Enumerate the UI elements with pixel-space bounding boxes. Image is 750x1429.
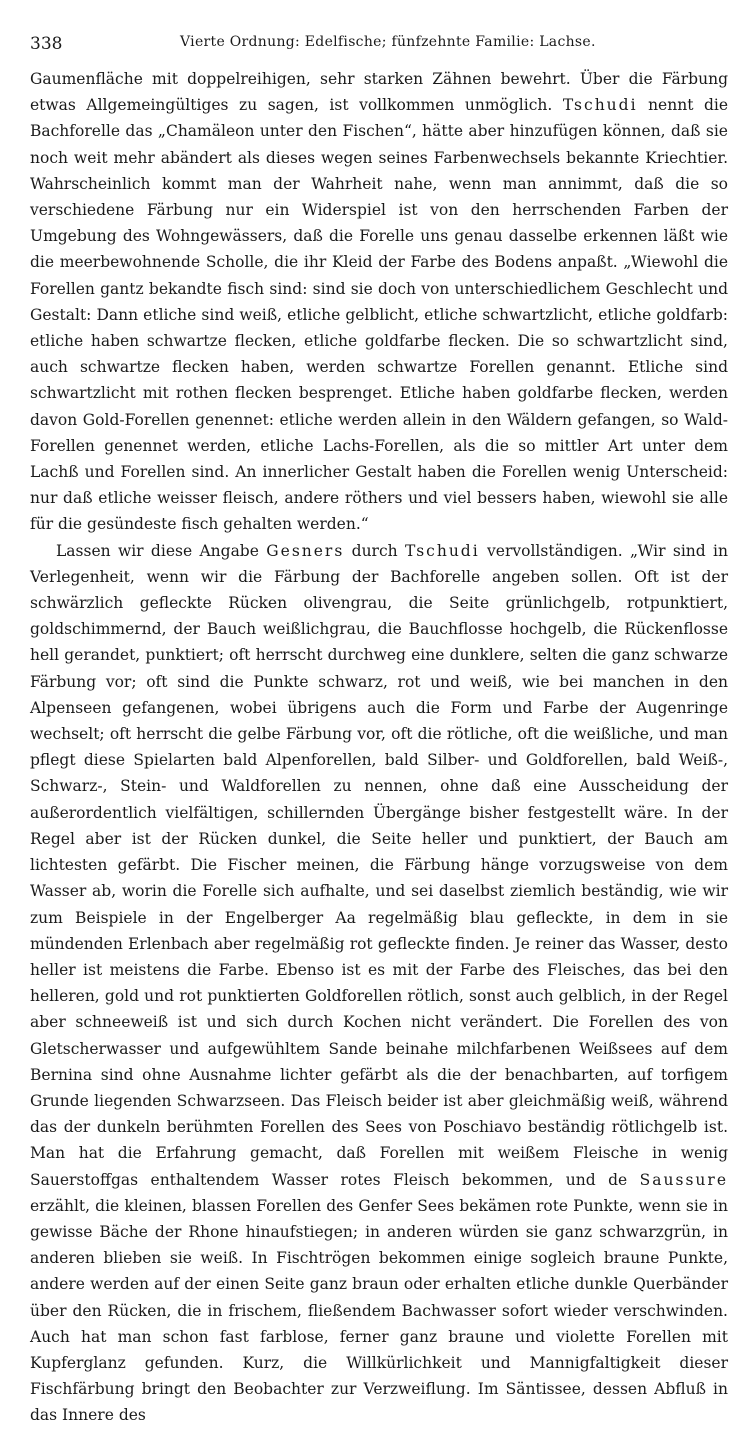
author-name-spaced: Gesners — [266, 541, 345, 560]
paragraph — [30, 66, 728, 538]
text-run: Gaumenfläche mit doppelreihigen, sehr starken Zähnen bewehrt. Über die Färbung etwas Allgemeingültiges zu sagen, ist vollkommen unmöglich. — [30, 70, 728, 115]
text-run: vervollständigen. „Wir sind in Verlegenheit, wenn wir die Färbung der Bachforelle angeben sollen. Oft ist der schwärzlich gefleckte Rücken olivengrau, die Seite grünlichgelb, rotpunktiert, goldschimmernd, der Bauch weißlichgrau, die Bauchflosse hochgelb, die Rückenflosse hell gerandet, punktiert; oft herrscht durchweg eine dunklere, selten die ganz schwarze Färbung vor; oft sind die Punkte schwarz, rot und weiß, wie bei manchen in den Alpenseen gefangenen, wobei übrigens auch die Form und Farbe der Augenringe wechselt; oft herrscht die gelbe Färbung vor, oft die rötliche, oft die weißliche, und man pflegt diese Spielarten bald Alpenforellen, bald Silber- und Goldforellen, bald Weiß-, Schwarz-, Stein- und Waldforellen zu nennen, ohne daß eine Ausscheidung der außerordentlich vielfältigen, schillernden Übergänge bisher festgestellt wäre. In der Regel aber ist der Rücken dunkel, die Seite heller und punktiert, der Bauch am lichtesten gefärbt. Die Fischer meinen, die Färbung hänge vorzugsweise von dem Wasser ab, worin die Forelle sich aufhalte, und sei daselbst ziemlich beständig, wie wir zum Beispiele in der Engelberger Aa regelmäßig blau gefleckte, in dem in sie mündenden Erlenbach aber regelmäßig rot gefleckte finden. Je reiner das Wasser, desto heller ist meistens die Farbe. Ebenso ist es mit der Farbe des Fleisches, das bei den helleren, gold und rot punktierten Goldforellen rötlich, sonst auch gelblich, in der Regel aber schneeweiß ist und sich durch Kochen nicht verändert. Die Forellen des von Gletscherwasser und aufgewühltem Sande beinahe milchfarbenen Weißsees auf dem Bernina sind ohne Ausnahme lichter gefärbt als die der benachbarten, auf torfigem Grunde liegenden Schwarzseen. Das Fleisch beider ist aber gleichmäßig weiß, während das der dunkeln berühmten Forellen des Sees von Poschiavo beständig rötlichgelb ist. Man hat die Erfahrung gemacht, daß Forellen mit weißem Fleische in wenig Sauerstoffgas enthaltendem Wasser rotes Fleisch bekommen, und de — [30, 541, 728, 1189]
author-name-spaced: Saussure — [639, 1170, 728, 1189]
author-name-spaced: Tschudi — [562, 96, 638, 115]
page-header — [30, 26, 728, 66]
paragraph — [30, 538, 728, 1429]
text-run: Lassen wir diese Angabe — [56, 541, 267, 560]
page-number: 338 — [30, 34, 63, 54]
running-head: Vierte Ordnung: Edelfische; fünfzehnte Familie: Lachse. — [180, 34, 596, 50]
text-run: nennt die Bachforelle das „Chamäleon unter den Fischen“, hätte aber hinzufügen können, daß sie noch weit mehr abändert als dieses wegen seines Farbenwechsels bekannte Kriechtier. Wahrscheinlich kommt man der Wahrheit nahe, wenn man annimmt, daß die so verschiedene Färbung nur ein Widerspiel ist von den herrschenden Farben der Umgebung des Wohngewässers, daß die Forelle uns genau dasselbe erkennen läßt wie die meerbewohnende Scholle, die ihr Kleid der Farbe des Bodens anpaßt. „Wiewohl die Forellen gantz bekandte fisch sind: sind sie doch von unterschiedlichem Geschlecht und Gestalt: Dann etliche sind weiß, etliche gelblicht, etliche schwartzlicht, etliche goldfarb: etliche haben schwartze flecken, etliche goldfarbe flecken. Die so schwartzlicht sind, auch schwartze flecken haben, werden schwartze Forellen genannt. Etliche sind schwartzlicht mit rothen flecken besprenget. Etliche haben goldfarbe flecken, werden davon Gold-Forellen genennet: etliche werden allein in den Wäldern gefangen, so Wald-Forellen genennet werden, etliche Lachs-Forellen, als die so mittler Art unter dem Lachß und Forellen sind. An innerlicher Gestalt haben die Forellen wenig Unterscheid: nur daß etliche weisser fleisch, andere röthers und viel bessers haben, wiewohl sie alle für die gesündeste fisch gehalten werden.“ — [30, 96, 728, 534]
text-run: durch — [344, 541, 405, 560]
text-run: erzählt, die kleinen, blassen Forellen des Genfer Sees bekämen rote Punkte, wenn sie in gewisse Bäche der Rhone hinaufstiegen; in anderen würden sie ganz schwarzgrün, in anderen blieben sie weiß. In Fischtrögen bekommen einige sogleich braune Punkte, andere werden auf der einen Seite ganz braun oder erhalten etliche dunkle Querbänder über den Rücken, die in frischem, fließendem Bachwasser sofort wieder verschwinden. Auch hat man schon fast farblose, ferner ganz braune und violette Forellen mit Kupferglanz gefunden. Kurz, die Willkürlichkeit und Mannigfaltigkeit dieser Fischfärbung bringt den Beobachter zur Verzweiflung. Im Säntissee, dessen Abfluß in das Innere des — [30, 1196, 728, 1425]
body-text — [30, 66, 728, 1429]
author-name-spaced: Tschudi — [404, 541, 480, 560]
